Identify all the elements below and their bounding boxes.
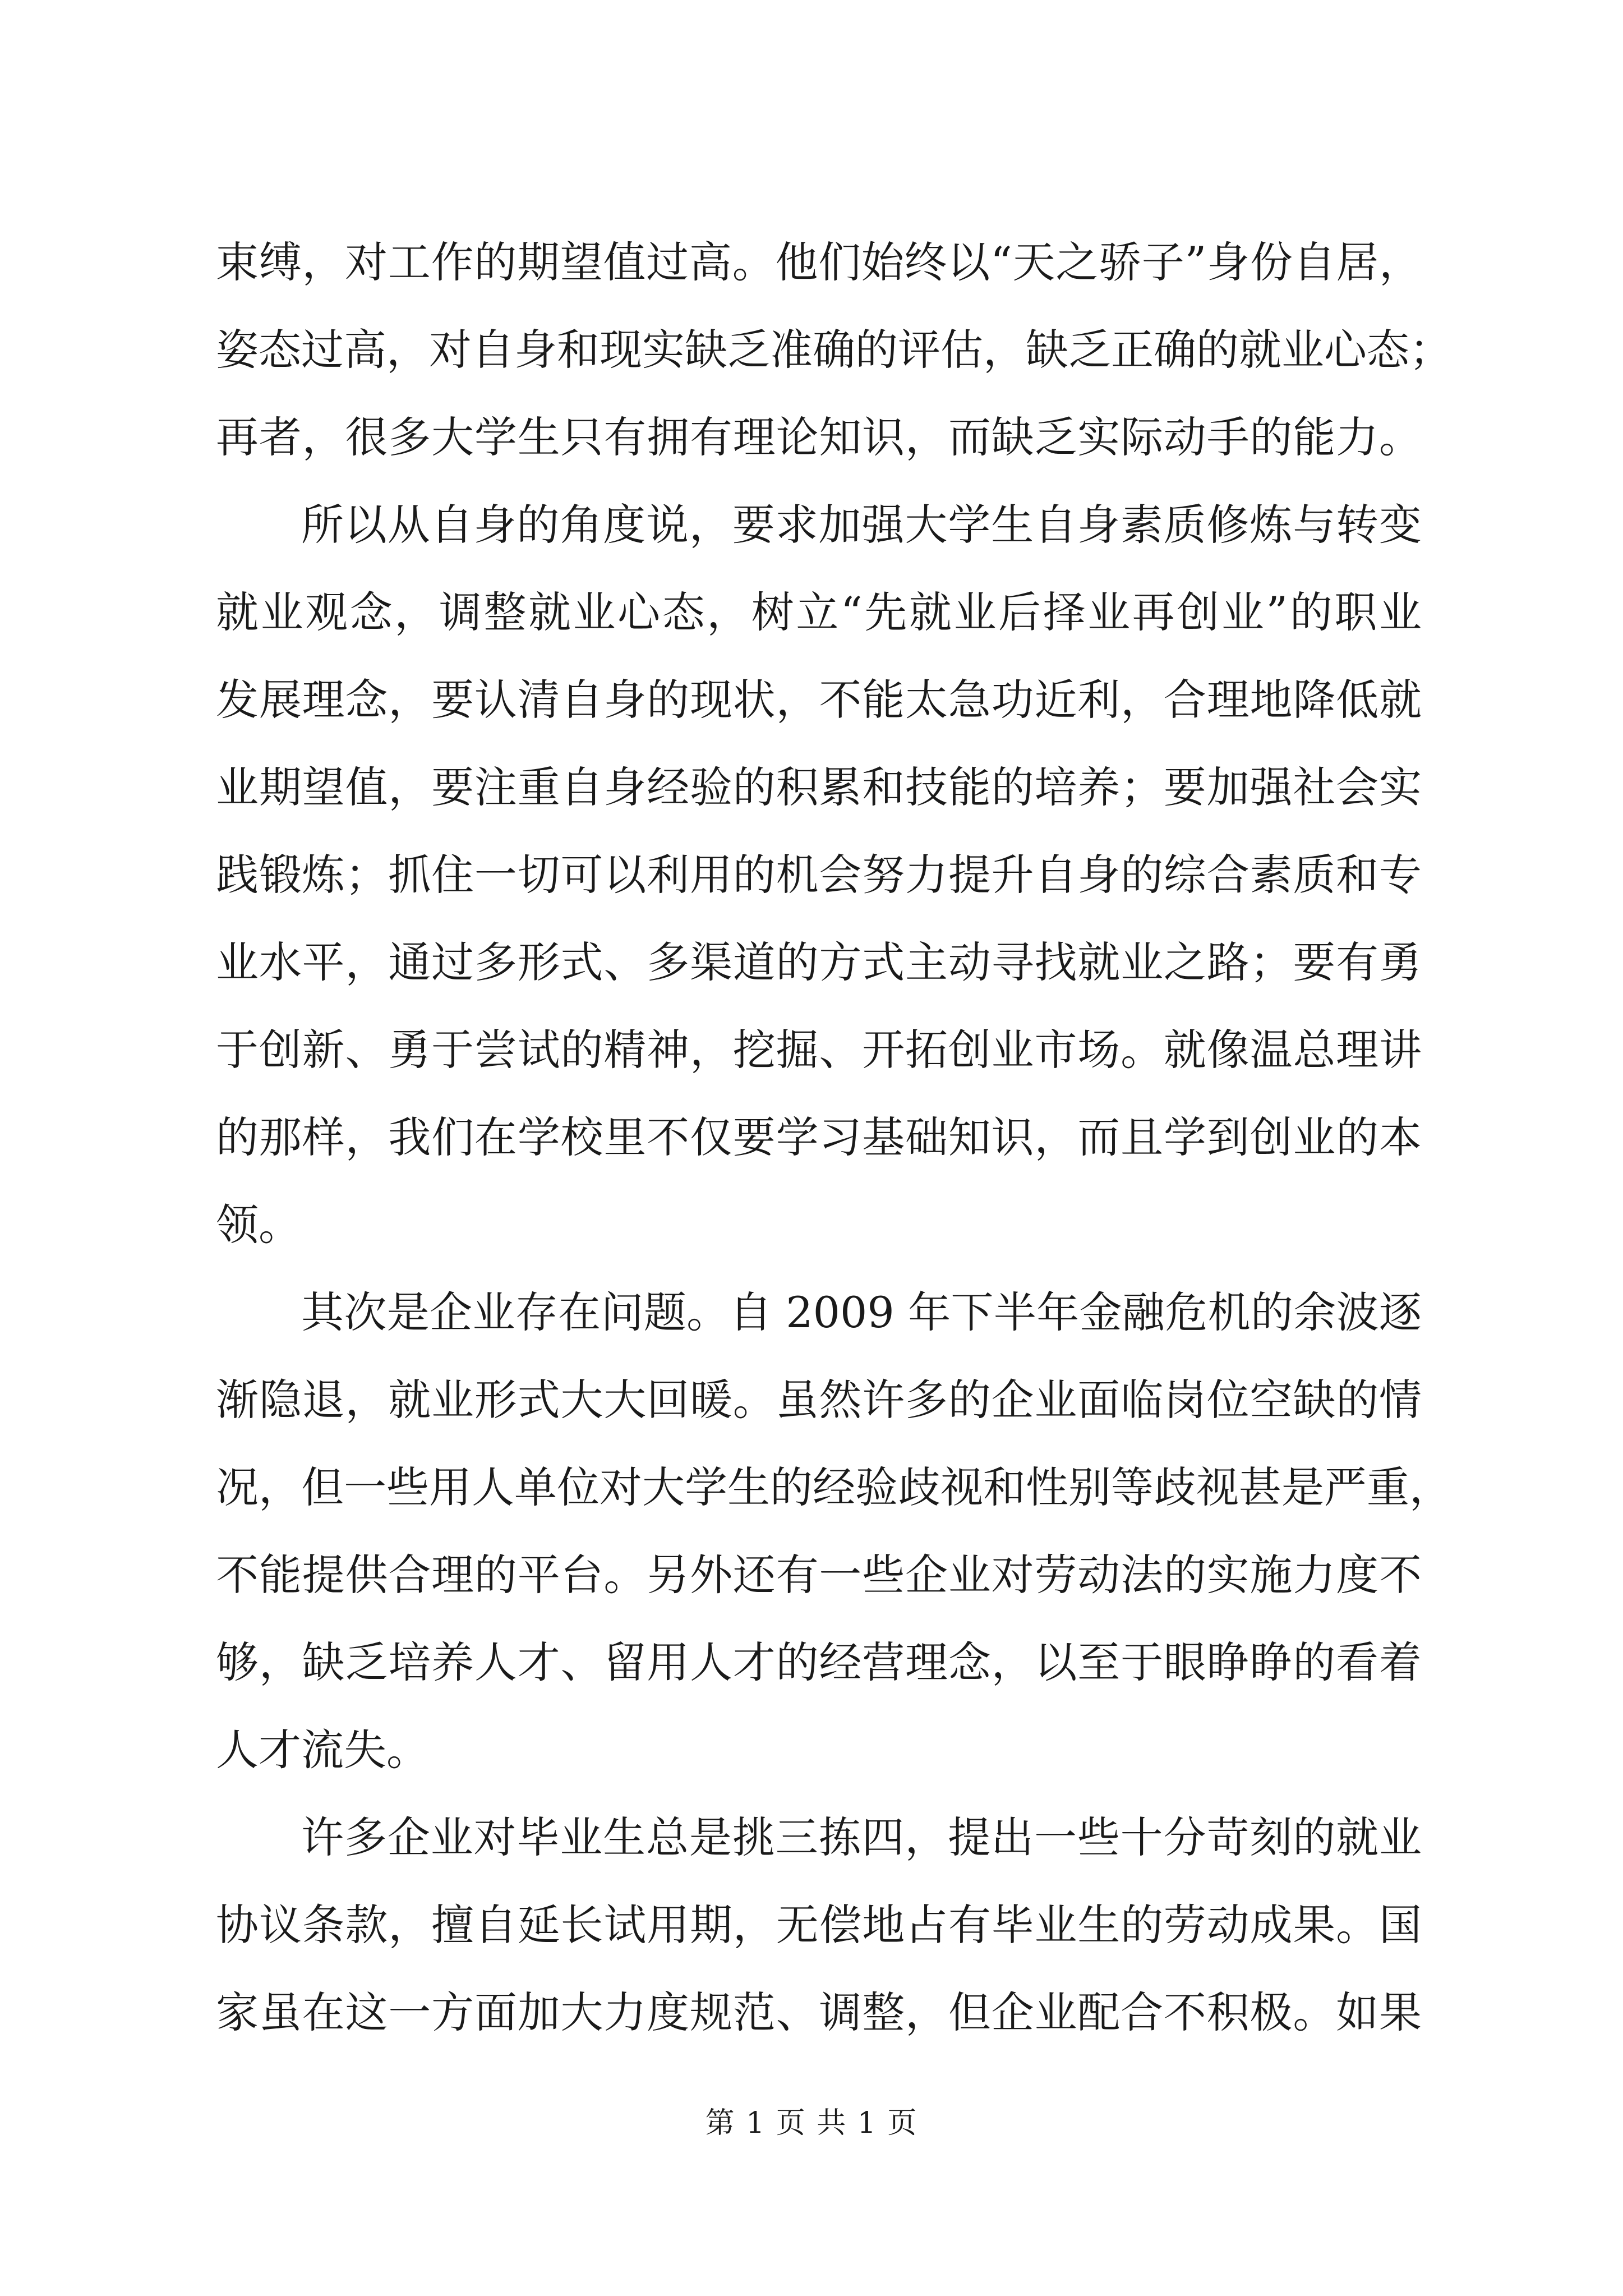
text-line: 领。 — [216, 1200, 301, 1250]
text-line: 践锻炼；抓住一切可以利用的机会努力提升自身的综合素质和专 — [216, 850, 1422, 900]
text-line: 发展理念，要认清自身的现状，不能太急功近利，合理地降低就 — [216, 675, 1422, 725]
text-line: 业期望值，要注重自身经验的积累和技能的培养；要加强社会实 — [216, 762, 1422, 812]
text-line: 够，缺乏培养人才、留用人才的经营理念，以至于眼睁睁的看着 — [216, 1637, 1422, 1687]
body-text — [216, 219, 1452, 2056]
text-line: 协议条款，擅自延长试用期，无偿地占有毕业生的劳动成果。国 — [216, 1900, 1422, 1950]
text-line: 业水平，通过多形式、多渠道的方式主动寻找就业之路；要有勇 — [216, 937, 1422, 987]
text-line: 家虽在这一方面加大力度规范、调整，但企业配合不积极。如果 — [216, 1987, 1422, 2037]
text-line: 不能提供合理的平台。另外还有一些企业对劳动法的实施力度不 — [216, 1550, 1422, 1600]
text-line: 束缚，对工作的期望值过高。他们始终以“天之骄子”身份自居， — [216, 237, 1422, 287]
page-footer — [0, 2104, 1623, 2143]
text-line: 就业观念，调整就业心态，树立“先就业后择业再创业”的职业 — [216, 587, 1422, 637]
text-line: 姿态过高，对自身和现实缺乏准确的评估，缺乏正确的就业心态； — [216, 325, 1452, 375]
paragraph-start-line: 其次是企业存在问题。自 2009 年下半年金融危机的余波逐 — [301, 1287, 1422, 1337]
text-line: 再者，很多大学生只有拥有理论知识，而缺乏实际动手的能力。 — [216, 412, 1422, 462]
paragraph-start-line: 所以从自身的角度说，要求加强大学生自身素质修炼与转变 — [301, 500, 1422, 550]
text-line: 渐隐退，就业形式大大回暖。虽然许多的企业面临岗位空缺的情 — [216, 1375, 1422, 1425]
text-line: 于创新、勇于尝试的精神，挖掘、开拓创业市场。就像温总理讲 — [216, 1025, 1422, 1075]
page-number-label: 第 1 页 共 1 页 — [705, 2106, 918, 2140]
text-line: 人才流失。 — [216, 1725, 429, 1775]
text-line: 的那样，我们在学校里不仅要学习基础知识，而且学到创业的本 — [216, 1112, 1422, 1162]
paragraph-start-line: 许多企业对毕业生总是挑三拣四，提出一些十分苛刻的就业 — [301, 1812, 1422, 1862]
text-line: 况，但一些用人单位对大学生的经验歧视和性别等歧视甚是严重， — [216, 1462, 1452, 1512]
